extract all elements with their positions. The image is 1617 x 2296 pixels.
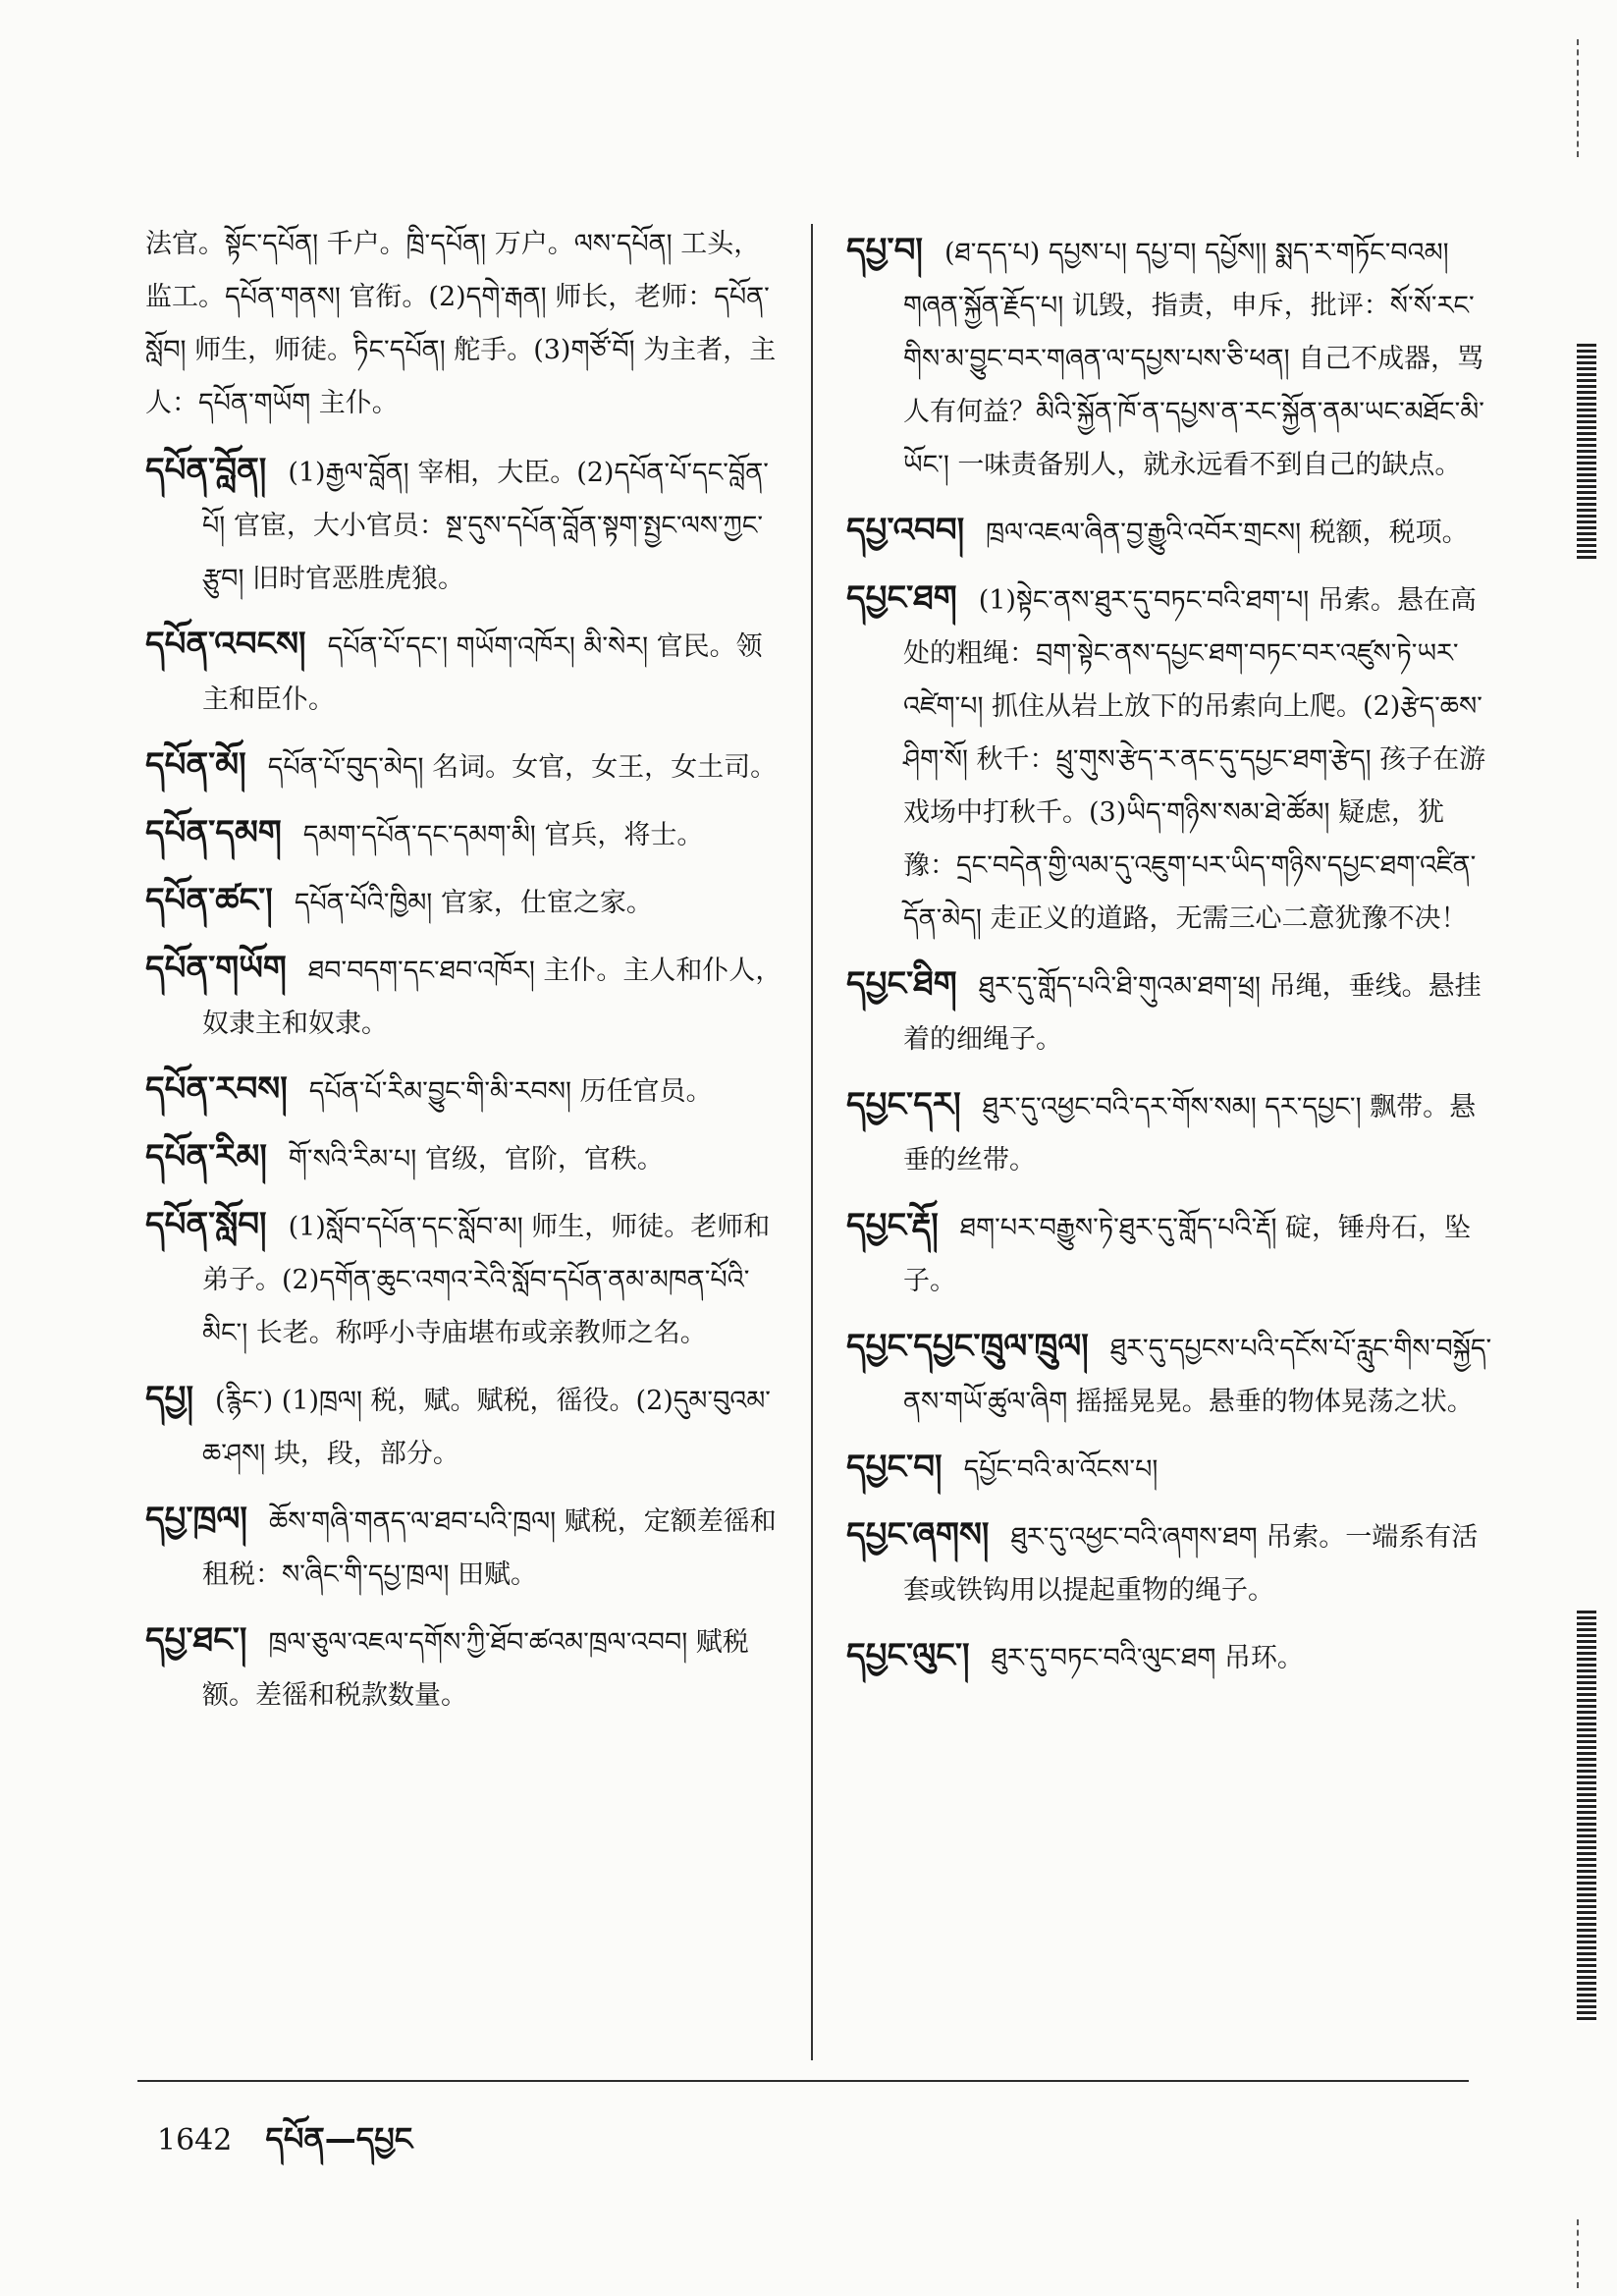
entry-headword: དཔྱ་ཁྲལ། <box>145 1500 247 1539</box>
dictionary-entry <box>145 1613 783 1722</box>
entry-definition: ཐུར་དུ་གློད་པའི་ཐི་གུའམ་ཐག་ཕྲ། 吊绳，垂线。悬挂着的细绳子。 <box>903 971 1482 1055</box>
entry-headword: དཔོན་སློབ། <box>145 1205 267 1244</box>
entry-definition: (རྙིང་) (1)ཁྲལ། 税，赋。赋税，徭役。(2)དུམ་བུའམ་ཆ་ཤས། 块，段，部分。 <box>202 1386 771 1469</box>
dictionary-entry <box>145 618 783 727</box>
entry-definition: ཁྲལ་ཅུལ་འཇལ་དགོས་ཀྱི་ཐོབ་ཚའམ་ཁྲལ་འབབ། 赋税额。差徭和税款数量。 <box>202 1627 749 1711</box>
entry-headword: དཔྱང་ལུང་། <box>846 1636 970 1675</box>
scan-edge-band <box>1577 344 1596 560</box>
entry-definition: དཔོན་པོ་དང་། གཡོག་འཁོར། མི་སེར། 官民。领主和臣仆。 <box>202 631 763 715</box>
column-divider <box>811 224 813 2060</box>
entry-headword: དཔྱང་དར། <box>846 1085 961 1124</box>
entry-definition: ཐག་པར་བརྒྱུས་ཏེ་ཐུར་དུ་གློད་པའི་རྡོ། 碇，锤舟石，坠子。 <box>903 1213 1472 1296</box>
dictionary-entry <box>846 1441 1494 1497</box>
dictionary-entry <box>145 218 783 430</box>
entry-headword: དཔྱང་ཞགས། <box>846 1515 990 1555</box>
dictionary-entry <box>846 1320 1494 1429</box>
dictionary-entry <box>145 806 783 862</box>
entry-headword: དཔྱང་བ། <box>846 1448 943 1487</box>
entry-headword: དཔོན་རིམ། <box>145 1137 267 1176</box>
entry-headword: དཔོན་ཚང་། <box>145 881 273 920</box>
entry-headword: དཔྱང་ཐིག <box>846 964 957 1004</box>
dictionary-entry <box>145 942 783 1051</box>
entry-definition: 法官。སྟོང་དཔོན། 千户。ཁྲི་དཔོན། 万户。ལས་དཔོན། 工头，监工。དཔོན་གནས། 官衔。(2)དགེ་རྒན། 师长，老师：དཔོན་སློབ། 师生，师徒。ཏིང་དཔོན། 舵手。(3)གཙོ་བོ། 为主者，主人：དཔོན་གཡོག 主仆。 <box>145 229 777 418</box>
entry-definition: ཆོས་གཞི་གནད་ལ་ཐབ་པའི་ཁྲལ། 赋税，定额差徭和租税：ས་ཞིང་གི་དཔྱ་ཁྲལ། 田赋。 <box>202 1506 777 1590</box>
scan-edge-marks <box>1577 2219 1604 2288</box>
dictionary-entry <box>145 444 783 606</box>
entry-definition: ཁྲལ་འཇལ་ཞིན་བྱ་རྒྱུའི་འབོར་གྲངས། 税额，税项。 <box>986 518 1469 548</box>
page-number: 1642 <box>157 2123 233 2158</box>
entry-definition: ཐུར་དུ་འཕྱང་བའི་ཞགས་ཐག 吊索。一端系有活套或铁钩用以提起重物的绳子。 <box>903 1522 1479 1606</box>
entry-headword: དཔྱང་རྡོ། <box>846 1206 939 1245</box>
entry-headword: དཔོན་དམག <box>145 813 282 852</box>
entry-headword: དཔོན་རབས། <box>145 1069 288 1109</box>
scan-edge-marks <box>1577 39 1604 157</box>
entry-headword: དཔོན་བློན། <box>145 451 267 490</box>
entry-headword: དཔོན་གཡོག <box>145 949 287 988</box>
right-column <box>846 224 1494 1697</box>
dictionary-entry <box>145 874 783 930</box>
entry-definition: དཔོན་པོ་རིམ་བྱུང་གི་མི་རབས། 历任官员。 <box>308 1076 713 1107</box>
dictionary-entry <box>846 504 1494 560</box>
entry-definition: ཐབ་བདག་དང་ཐབ་འཁོར། 主仆。主人和仆人，奴隶主和奴隶。 <box>202 956 782 1039</box>
dictionary-entry <box>846 1629 1494 1685</box>
footer-rule <box>137 2080 1469 2082</box>
dictionary-entry <box>846 1508 1494 1617</box>
dictionary-entry <box>145 1493 783 1602</box>
entry-definition: དཔོན་པོའི་ཁྱིམ། 官家，仕宦之家。 <box>294 888 653 918</box>
dictionary-entry <box>145 1198 783 1360</box>
dictionary-entry <box>846 224 1494 492</box>
entry-definition: གོ་སའི་རིམ་པ། 官级，官阶，官秩。 <box>288 1144 664 1175</box>
dictionary-entry <box>846 1199 1494 1308</box>
entry-definition: ཐུར་དུ་དཔྱངས་པའི་དངོས་པོ་རླུང་གིས་བསྐྱོད་ནས་གཡོ་ཚུལ་ཞིག 摇摇晃晃。悬垂的物体晃荡之状。 <box>903 1334 1492 1417</box>
entry-headword: དཔོན་མོ། <box>145 745 246 785</box>
headword-range: དཔོན—དཔྱང <box>265 2120 413 2158</box>
entry-definition: ཐུར་དུ་བཏང་བའི་ལུང་ཐག 吊环。 <box>991 1643 1304 1673</box>
dictionary-entry <box>145 1063 783 1119</box>
entry-headword: དཔྱ་བ། <box>846 231 923 270</box>
entry-definition: ཐུར་དུ་འཕྱང་བའི་དར་གོས་སམ། དར་དཔྱང་། 飘带。悬垂的丝带。 <box>903 1092 1477 1175</box>
entry-headword: དཔྱང་དཔྱང་ཁྲུལ་ཁྲུལ། <box>846 1327 1089 1366</box>
dictionary-entry <box>846 572 1494 946</box>
entry-headword: དཔྱང་ཐག <box>846 578 957 618</box>
entry-headword: དཔྱ་ཐང་། <box>145 1620 247 1660</box>
scan-edge-band <box>1577 1611 1596 2023</box>
dictionary-entry <box>846 1078 1494 1187</box>
entry-definition: (1)རྒྱལ་བློན། 宰相，大臣。(2)དཔོན་པོ་དང་བློན་པོ། 官宦，大小官员：སྔ་དུས་དཔོན་བློན་སྟག་སྤྱང་ལས་ཀྱང་རྩུབ། 旧时官恶胜虎狼。 <box>202 458 769 594</box>
dictionary-entry <box>846 957 1494 1066</box>
entry-definition: (1)སློབ་དཔོན་དང་སློབ་མ། 师生，师徒。老师和弟子。(2)དགོན་ཆུང་འགའ་རེའི་སློབ་དཔོན་ནམ་མཁན་པོའི་མིང་། 长老。称呼小寺庙堪布或亲教师之名。 <box>202 1212 771 1348</box>
page-footer <box>157 2105 412 2193</box>
entry-definition: དམག་དཔོན་དང་དམག་མི། 官兵，将士。 <box>302 820 704 850</box>
left-column <box>145 224 783 1734</box>
entry-headword: དཔྱ། <box>145 1379 194 1418</box>
dictionary-entry <box>145 1372 783 1481</box>
dictionary-entry <box>145 1130 783 1186</box>
entry-definition: (ཐ་དད་པ) དཔྱས་པ། དཔྱ་བ། དཔྱོས།། སྨད་ར་གཏོང་བའམ། གཞན་སྐྱོན་རྗོད་པ། 讥毁，指责，申斥，批评：སོ་སོ་རང་གིས་མ་བྱུང་བར་གཞན་ལ་དཔྱས་པས་ཅི་ཕན། 自己不成器，骂人有何益？མིའི་སྐྱོན་ཁོ་ན་དཔྱས་ན་རང་སྐྱོན་ནམ་ཡང་མཐོང་མི་ཡོང་། 一味责备别人，就永远看不到自己的缺点。 <box>903 238 1484 480</box>
entry-definition: དཔོན་པོ་བུད་མེད། 名词。女官，女王，女土司。 <box>267 752 778 783</box>
entry-headword: དཔོན་འབངས། <box>145 625 306 664</box>
entry-definition: དཔྱོང་བའི་མ་འོངས་པ། <box>963 1454 1159 1485</box>
entry-headword: དཔྱ་འབབ། <box>846 511 965 550</box>
entry-definition: (1)སྟེང་ནས་ཐུར་དུ་བཏང་བའི་ཐག་པ། 吊索。悬在高处的粗绳：བྲག་སྟེང་ནས་དཔྱང་ཐག་བཏང་བར་འཛུས་ཏེ་ཡར་འཛེག་པ། 抓住从岩上放下的吊索向上爬。(2)རྩེད་ཆས་ཤིག་སོ། 秋千：ཕྲུ་གུས་རྩེད་ར་ནང་དུ་དཔྱང་ཐག་རྩེད། 孩子在游戏场中打秋千。(3)ཡིད་གཉིས་སམ་ཐེ་ཚོམ། 疑虑，犹豫：དྲང་བདེན་གྱི་ལམ་དུ་འཇུག་པར་ཡིད་གཉིས་དཔྱང་ཐག་འཛིན་དོན་མེད། 走正义的道路，无需三心二意犹豫不决！ <box>903 585 1486 934</box>
dictionary-entry <box>145 738 783 794</box>
